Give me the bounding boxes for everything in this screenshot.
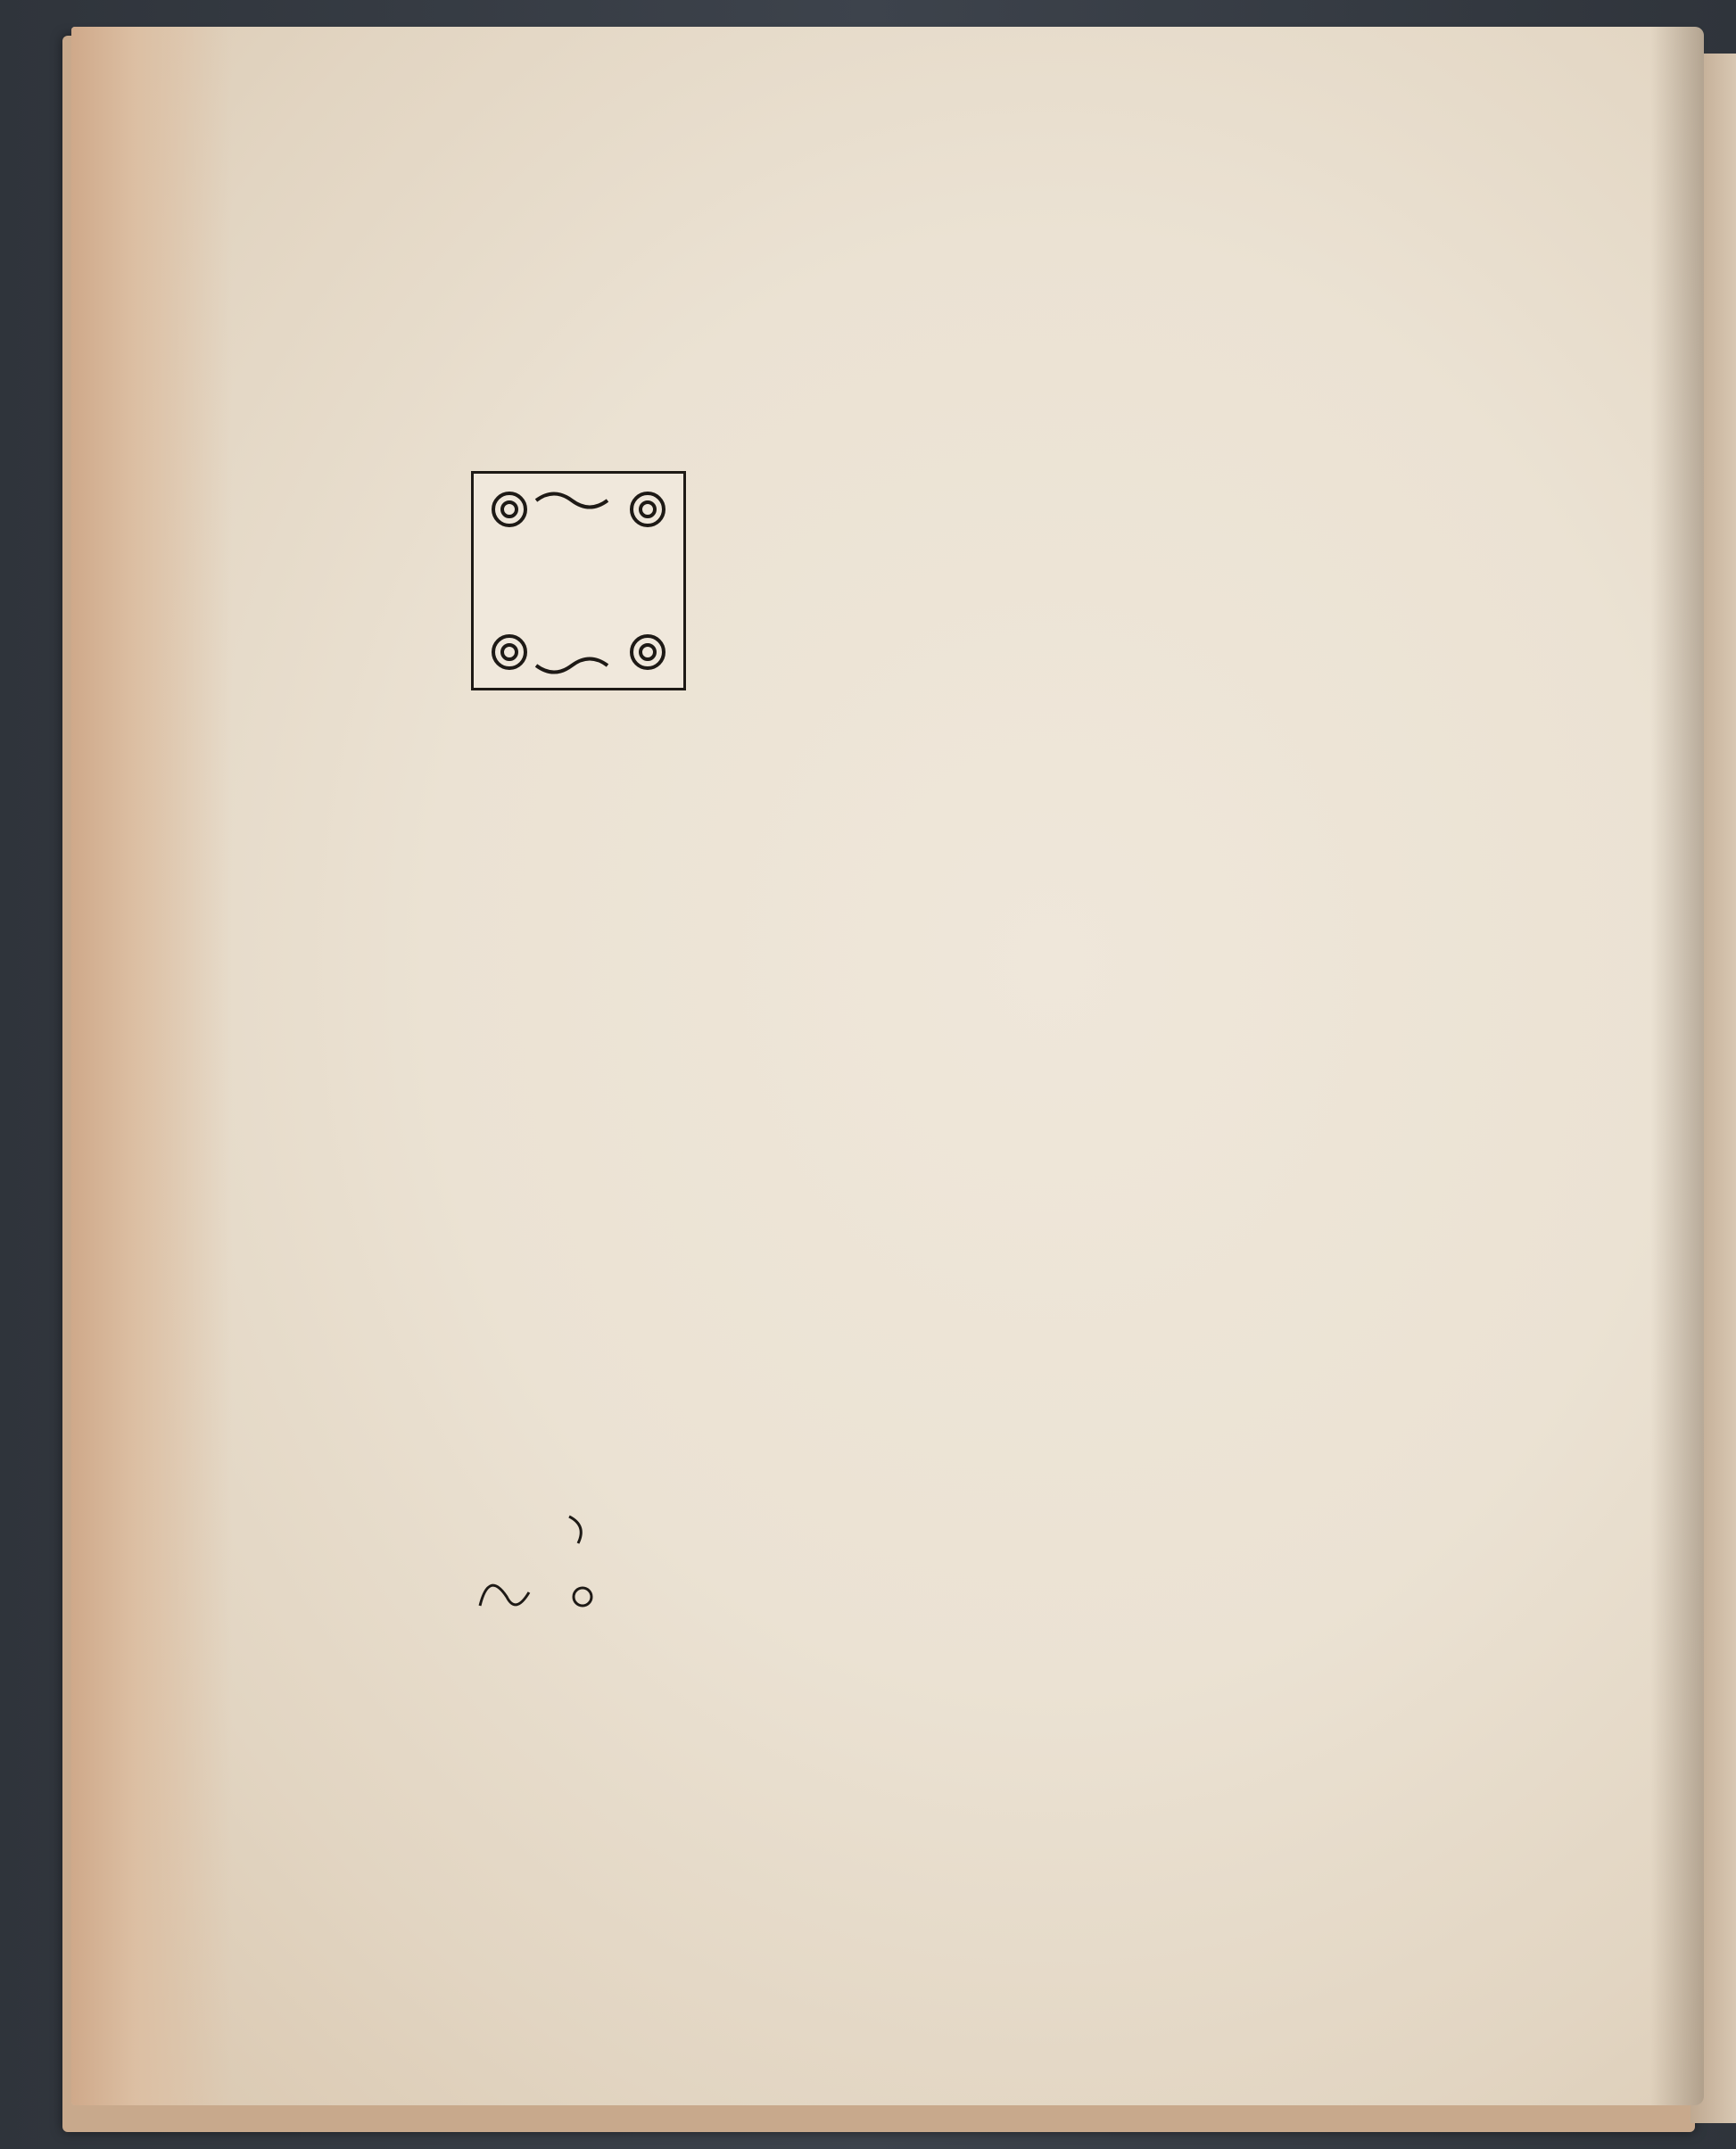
book-page <box>71 27 1704 2105</box>
head-ornament-band <box>468 192 1619 326</box>
page-gutter-shadow <box>1650 27 1704 2105</box>
decorated-initial-m <box>471 1499 605 1619</box>
divider-ornament-band <box>468 1423 1619 1467</box>
initial-flourish-icon <box>474 474 683 688</box>
page-edge-foxing <box>71 27 232 2105</box>
decorated-initial-w <box>471 471 686 690</box>
initial-flourish-icon <box>471 1499 605 1619</box>
